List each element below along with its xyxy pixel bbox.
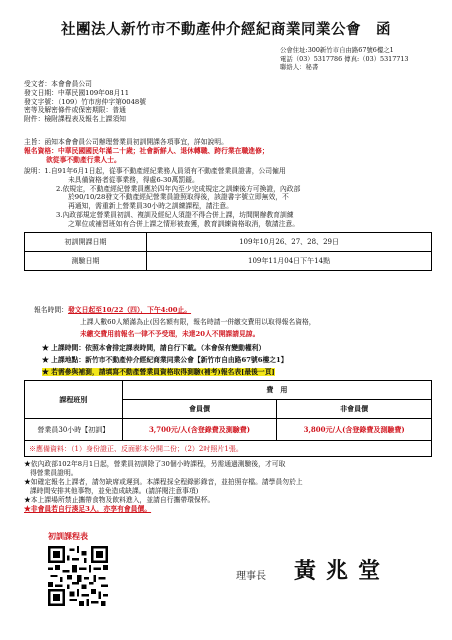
note-makeup-exam: [42, 368, 275, 377]
eligibility: [24, 147, 269, 156]
meta-attachment: 附件：檢附課程表及報名上課須知: [24, 115, 126, 124]
contact-address: 公會住址:300新竹市自由路67號6樓之1: [280, 46, 394, 54]
schedule-value: 109年11月04日下午14點: [147, 252, 432, 271]
table-row: [25, 419, 432, 441]
explanation-line: 2.依規定，不動產經紀營業員應於四年內至少完成規定之訓練後方可換證，內政部: [56, 184, 301, 193]
qr-label: 初訓課程表: [48, 531, 88, 541]
table-row: [25, 252, 432, 271]
signature-title: 理事長: [236, 571, 266, 582]
explanation-line: 3.內政部規定營業員初訓、複訓及經紀人須證不得合併上課，坊間開辦教育訓練: [56, 210, 294, 219]
explanation-line: 之單位或補習班如有合併上課之情形被查獲，教育訓練資格取消，敬請注意。: [68, 219, 300, 228]
explanation-line: 再通知，需重新上營業員30小時之訓練課程，請注意。: [68, 202, 233, 211]
signature-name: 黃兆堂: [294, 558, 391, 584]
eligibility-line1: 中華民國國民年滿二十歲；社會新鮮人、退休轉職、跨行業在職進修；: [57, 147, 269, 155]
document-title: 社團法人新竹市不動產仲介經紀商業同業公會 函: [61, 21, 391, 38]
schedule-label: 測驗日期: [25, 252, 147, 271]
schedule-table: [24, 232, 432, 271]
table-row: [25, 441, 432, 457]
class-header: 課程班別: [25, 381, 123, 419]
contact-person: 聯絡人：秘書: [280, 63, 319, 72]
explanation-block: [24, 167, 300, 229]
fee-table: [24, 380, 432, 457]
footer-note: ★本上課場所禁止攜帶食物及飲料進入，並請自行攜帶環保杯。: [24, 496, 215, 504]
qr-code-icon[interactable]: [48, 546, 108, 606]
note-class-time: ★ 上課時間：依照本會排定課表時間，請自行下載。（本會保有變動權利）: [42, 344, 266, 352]
explanation-line: 未具備資格者從事業務，得處6-30萬罰鍰。: [68, 175, 199, 184]
registration-line2: 未繳交費用前報名一律不予受理，未達20人不開課請見諒。: [80, 330, 260, 338]
member-header: 會員價: [122, 400, 277, 419]
meta-date: 發文日期：中華民國109年08月11: [24, 88, 130, 97]
footer-note: 得營業員證明。: [30, 469, 78, 477]
explanation-line: 說明：1.自91年6月1日起，從事不動產經紀業務人員須有不動產營業員證書，公司僱用: [24, 167, 286, 175]
explanation-line: 於90/10/28發文不動產經紀營業員證照取得後，該證書字號立即無效，不: [68, 193, 289, 202]
footer-notes: [24, 460, 303, 514]
footer-note: ★如確定報名上課者，請勿缺席或遲到。本課程採全程錄影錄音，並拍照存檔。請學員勿於上: [24, 478, 303, 486]
table-row: [25, 233, 432, 252]
schedule-value: 109年10月26、27、28、29日: [147, 233, 432, 252]
schedule-label: 初訓開課日期: [25, 233, 147, 252]
note-class-location: ★ 上課地點：新竹市不動產仲介經紀商業同業公會【新竹市自由路67號6樓之1】: [42, 356, 288, 364]
meta-security: 密等及解密條件或保密期限：普通: [24, 106, 126, 115]
footer-note: 課時間安排其他事物，並免造成缺課。(請詳閱注意事項): [30, 487, 199, 495]
contact-phone: 電話（03）5317786 傳真:（03）5317713: [280, 54, 409, 63]
registration-line1: 上課人數60人額滿為止(因名額有限，報名時請一併繳交費用以取得報名資格，: [80, 318, 316, 326]
member-price: 3,700元/人(含登錄費及測驗費): [122, 419, 277, 441]
registration-label: 報名時間：: [34, 306, 68, 314]
subject-line: 主旨：函知本會會員公司辦理營業員初訓開課各項事宜，詳如說明。: [24, 138, 228, 146]
document-meta: [24, 80, 146, 124]
meta-recipient: 受文者：本會會員公司: [24, 80, 92, 88]
required-docs: ※應備資料：（1）身份證正、反面影本分開二份；（2）2吋照片1張。: [25, 441, 432, 457]
fee-header: 費 用: [122, 381, 431, 400]
group-discount-note: ★非會員若自行湊足3人，亦享有會員價。: [24, 505, 152, 513]
footer-note: ★依內政部102年8月1日起，營業員初訓除了30個小時課程，另需通過測驗後，才可取: [24, 460, 286, 468]
eligibility-label: 報名資格：: [24, 147, 58, 155]
contact-block: [280, 46, 440, 72]
non-member-price: 3,800元/人(含登錄費及測驗費): [277, 419, 432, 441]
registration-deadline: 發文日起至10/22（四），下午4:00止。: [67, 306, 192, 314]
table-row: [25, 381, 432, 400]
eligibility-line2: 欲從事不動產行業人士。: [46, 156, 121, 164]
non-member-header: 非會員價: [277, 400, 432, 419]
class-name: 營業員30小時【初訓】: [25, 419, 123, 441]
registration-time: [34, 306, 191, 315]
makeup-exam-highlight: ★ 若需參與補測，請填寫不動產營業員資格取得測驗(補考)報名表[最後一頁]: [42, 368, 275, 376]
meta-number: 發文字號：（109）竹市房仲字第0048號: [24, 97, 147, 106]
